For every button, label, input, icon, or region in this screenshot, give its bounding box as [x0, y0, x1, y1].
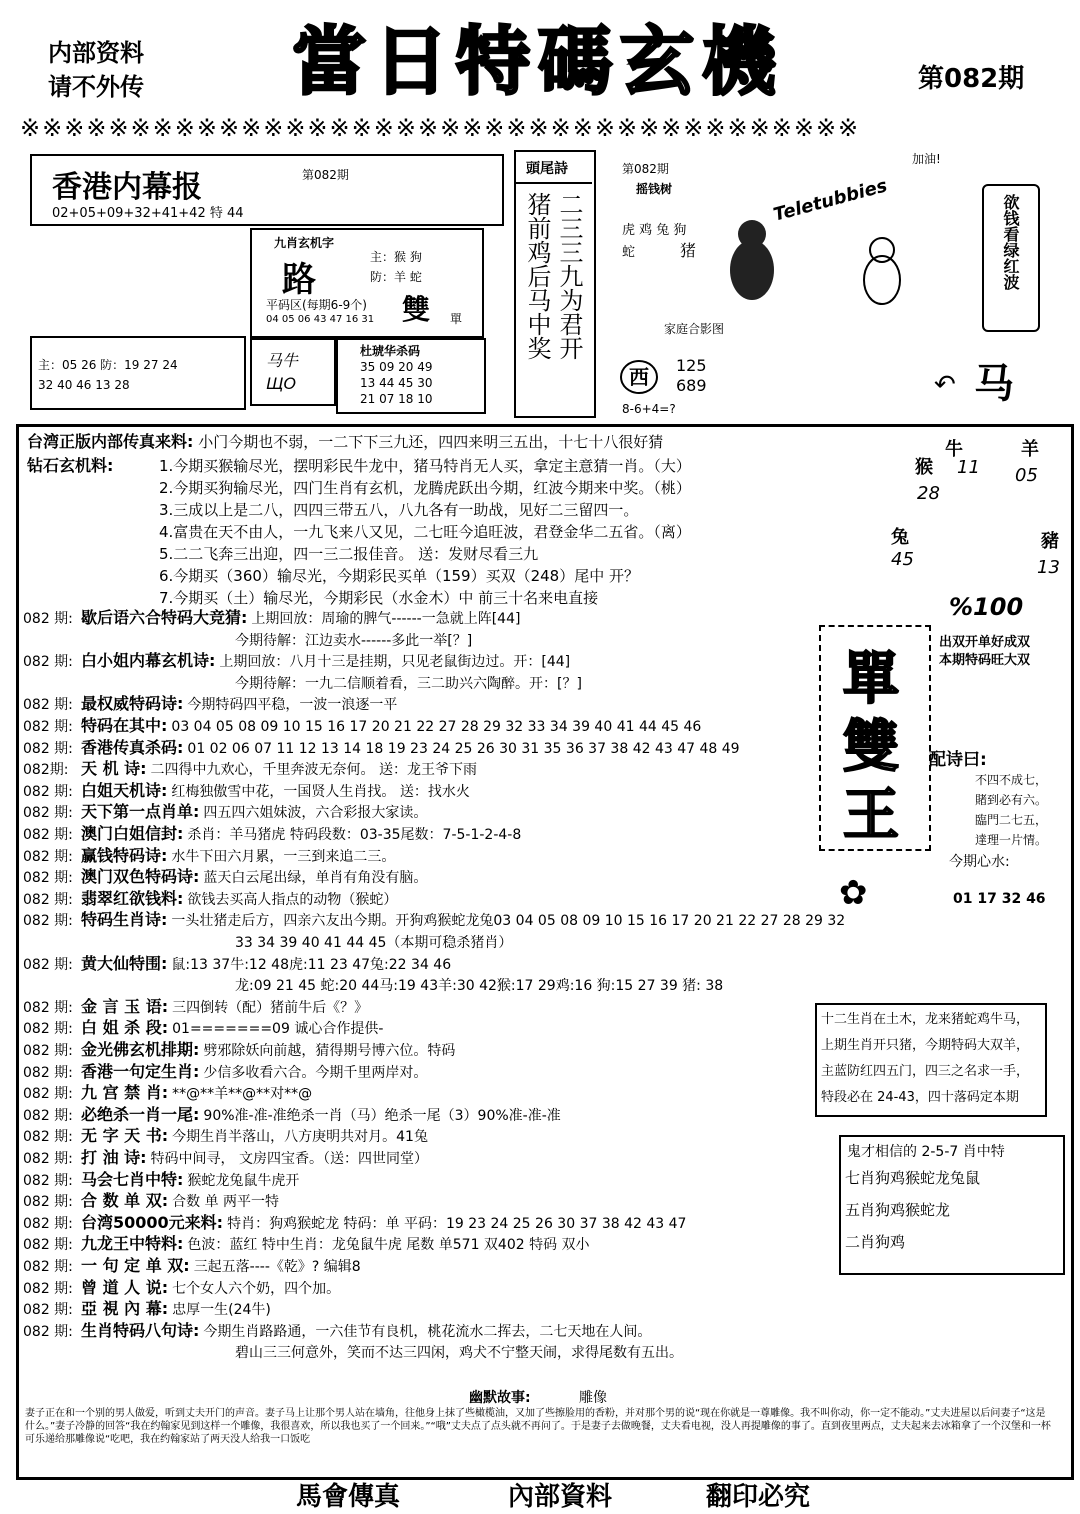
- intro-src2-label: 钻石玄机料:: [27, 456, 114, 475]
- row-period: 082 期:: [23, 913, 73, 930]
- row-value: 色波：蓝红 特中生肖：龙兔鼠牛虎 尾数 单571 双402 特码 双小: [187, 1237, 590, 1254]
- zodiac-text-box: 十二生肖在土木，龙来猪蛇鸡牛马，上期生肖开只猪，今期特码大双羊，主蓝防红四五门，四三之名求一手，特段必在 24-43，四十落码定本期: [815, 1003, 1047, 1117]
- left-bottom-panel: [30, 336, 246, 410]
- prediction-row: [23, 758, 477, 780]
- prediction-row: [23, 888, 397, 910]
- footer-a: 馬會傳真: [296, 1482, 401, 1512]
- row-period: 082 期:: [23, 697, 73, 714]
- row-period: 082 期:: [23, 1194, 73, 1211]
- row-value: 特码中间寻， 文房四宝香。（送：四世同堂）: [150, 1151, 428, 1167]
- row-label: 无 字 天 书:: [81, 1126, 169, 1146]
- prediction-row: [23, 1061, 427, 1083]
- row-label: 九 宫 禁 肖:: [81, 1083, 169, 1103]
- row-label: 亞 視 內 幕:: [81, 1299, 169, 1319]
- row-value: 二四得中九欢心，千里奔波无奈何。 送：龙王爷下雨: [150, 762, 477, 779]
- row-label: 生肖特码八句诗:: [81, 1320, 200, 1340]
- odd-even-2: 本期特码旺大双: [939, 653, 1031, 668]
- main-content: [16, 424, 1074, 1480]
- footer-c: 翻印必究: [706, 1482, 811, 1512]
- footer-b: 內部資料: [508, 1482, 613, 1512]
- star-divider: ※※※※※※※※※※※※※※※※※※※※※※※※※※※※※※※※※※※※※※: [20, 114, 861, 142]
- row-label: 一 句 定 单 双:: [81, 1256, 190, 1275]
- prediction-row: [23, 1233, 590, 1255]
- prediction-row: [23, 1147, 428, 1169]
- row-value: 四五四六姐妹波，六合彩报大家读。: [203, 805, 428, 822]
- poem-box: [514, 150, 596, 418]
- humor-subtitle: 雕像: [579, 1390, 607, 1406]
- internal-note-line2: 请不外传: [48, 73, 144, 101]
- row-value: 劈邪除妖向前越，猜得期号博六位。特码: [203, 1043, 456, 1059]
- row-label: 特码在其中:: [81, 716, 168, 735]
- row-value: 上期回放：周瑜的脾气------一急就上阵[44]: [251, 611, 521, 627]
- row-label: 赢钱特码诗:: [81, 845, 168, 865]
- row-value: 今期待解：江边卖水------多此一举[？]: [235, 632, 473, 649]
- row-value: 90%准-准-准绝杀一肖（马）绝杀一尾（3）90%准-准-准: [203, 1107, 561, 1124]
- arrow-icon: ↶: [934, 370, 956, 400]
- row-value: 今期生肖半落山，八方庚明共对月。41兔: [172, 1129, 428, 1146]
- intro-line: 2.今期买狗输尽光，四门生肖有玄机，龙腾虎跃出今期，红波今期来中奖。（桃）: [159, 479, 691, 497]
- row-value: 一头壮猪走后方，四亲六友出今期。开狗鸡猴蛇龙兔03 04 05 08 09 10 15 16 17 20 21 22 27 28 29 32: [171, 913, 846, 930]
- cheer-text: 加油!: [912, 152, 941, 166]
- prediction-row: [23, 737, 740, 759]
- row-period: 082 期:: [23, 1043, 73, 1059]
- row-value: 三起五落----《乾》? 编辑8: [193, 1259, 361, 1275]
- cartoon-area: [612, 150, 952, 340]
- row-value: 杀肖：羊马猪虎 特码段数：03-35尾数：7-5-1-2-4-8: [187, 827, 522, 843]
- flower-icon: ✿: [839, 873, 868, 913]
- row-label: 最权威特码诗:: [81, 694, 184, 714]
- prediction-row: [23, 1039, 455, 1061]
- teletubbies-figures: [712, 210, 932, 320]
- humor-text: 妻子正在和一个别的男人做爱，听到丈夫开门的声音。妻子马上让那个男人站在墙角，往他身上抹了些橄榄油，又加了些擦脸用的香粉，并对那个男的说“现在你就是一尊雕像。我不叫你动，你一定不能动。”丈夫进屋以后问妻子“这是什么。”妻子冷静的回答“我在约翰家见到这样一个雕像，我很喜欢，所以我也买了一个回来。”“哦”丈夫点了点头就不再问了。于是妻子去做晚餐，丈夫看电视，没人再提雕像的事了。直到夜里两点，丈夫起来去冰箱拿了一个汉堡和一杯可乐递给那雕像说“吃吧，我在约翰家站了两天没人给我一口饭吃: [25, 1408, 1051, 1445]
- row-label: 必绝杀一肖一尾:: [81, 1104, 200, 1124]
- humor-title: 幽默故事:: [469, 1390, 531, 1406]
- row-period: 082 期:: [23, 783, 73, 800]
- row-label: 金 言 玉 语:: [81, 996, 169, 1016]
- heart-label: 今期心水:: [949, 854, 1010, 870]
- big-char-2: 雙: [843, 714, 899, 780]
- row-value: 蓝天白云尾出绿，单肖有角没有脑。: [203, 870, 428, 887]
- newspaper-title: 香港内幕报: [52, 170, 202, 205]
- equation: 8-6+4=?: [622, 402, 676, 416]
- ghost-line-1: 七肖狗鸡猴蛇龙兔鼠: [845, 1169, 981, 1187]
- poem-col2: 猪前鸡后马中奖: [523, 192, 551, 360]
- row-value: 猴蛇龙兔鼠牛虎开: [187, 1172, 300, 1189]
- row-value: 01 02 06 07 11 12 13 14 18 19 23 24 25 26 30 31 35 36 37 38 42 43 47 48 49: [187, 740, 740, 757]
- poem-col1: 二三三九为君开: [555, 192, 583, 360]
- xi-nums-2: 689: [676, 376, 707, 395]
- row-label: 天 机 诗:: [81, 759, 147, 779]
- intro-line: 7.今期买（土）输尽光，今期彩民（水金木）中 前三十名来电直接: [159, 589, 599, 607]
- kill-box: [336, 338, 486, 414]
- intro-line: 3.三成以上是二八，四四三带五八，八九各有一助战，见好二三留四一。: [159, 501, 639, 519]
- internal-note: [48, 36, 144, 104]
- row-value: 龙:09 21 45 蛇:20 44马:19 43羊:30 42猴:17 29鸡:16 狗:15 27 39 猪: 38: [235, 978, 724, 995]
- prediction-row: [23, 866, 427, 888]
- row-label: 白 姐 杀 段:: [81, 1018, 169, 1038]
- row-period: 082 期:: [23, 1107, 73, 1124]
- row-period: 082 期:: [23, 719, 73, 735]
- newspaper-issue: 第082期: [302, 168, 349, 182]
- row-period: 082 期:: [23, 827, 73, 843]
- ghost-box: [839, 1135, 1065, 1275]
- row-value: 上期回放：八月十三是挂期，只见老鼠街边过。开：[44]: [219, 654, 571, 671]
- left-bottom-a: 主：05 26 防：19 27 24: [38, 358, 178, 372]
- intro-line: 5.二二飞奔三出迎，四一三二报佳音。 送：发财尽看三九: [159, 545, 539, 563]
- kill-title: 杜琥华杀码: [360, 344, 421, 358]
- internal-note-line1: 内部资料: [48, 39, 144, 67]
- row-label: 九龙王中特料:: [81, 1234, 184, 1254]
- intro-src2: [27, 455, 113, 477]
- row-value: 今期特码四平稳，一波一浪逐一平: [187, 697, 398, 714]
- row-period: 082 期:: [23, 891, 73, 908]
- prediction-row: [23, 1104, 561, 1126]
- row-period: 082 期:: [23, 1215, 73, 1232]
- left-bottom-b: 32 40 46 13 28: [38, 378, 130, 392]
- prediction-row: [23, 780, 470, 802]
- row-value: 少信多收看六合。今期千里两岸对。: [203, 1064, 428, 1081]
- shuang-note: 單: [450, 312, 463, 326]
- poem-divider: [516, 182, 592, 184]
- row-label: 金光佛玄机排期:: [81, 1040, 200, 1059]
- row-value: 鼠:13 37牛:12 48虎:11 23 47兔:22 34 46: [171, 956, 452, 973]
- row-label: 黄大仙特围:: [81, 953, 168, 973]
- road-nums: 04 05 06 43 47 16 31: [266, 314, 375, 325]
- zodiac-main: 主：猴 狗: [370, 250, 422, 264]
- percent-100: %100: [949, 593, 1024, 621]
- row-period: 082 期:: [23, 805, 73, 822]
- row-period: 082 期:: [23, 1086, 73, 1103]
- prediction-row: [23, 909, 845, 931]
- prediction-row: [23, 629, 472, 651]
- prediction-row: [23, 1320, 651, 1342]
- xi-nums-1: 125: [676, 356, 707, 375]
- cartoon-bottom: 家庭合影图: [664, 322, 725, 336]
- row-period: 082 期:: [23, 1259, 73, 1275]
- row-value: 特肖：狗鸡猴蛇龙 特码：单 平码：19 23 24 25 26 30 37 38 42 43 47: [227, 1215, 687, 1232]
- row-label: 歇后语六合特码大竞猜:: [81, 608, 248, 627]
- num-11: 11: [957, 457, 980, 478]
- newspaper-clip: [30, 154, 504, 226]
- row-period: 082 期:: [23, 999, 73, 1016]
- row-label: 香港一句定生肖:: [81, 1061, 200, 1081]
- row-label: 白姐天机诗:: [81, 780, 168, 800]
- kill-row: 35 09 20 49: [360, 360, 433, 374]
- row-value: 今期待解：一九二信顺着看，三二助兴六陶醉。开：[？]: [235, 675, 582, 692]
- side-scroll: [982, 184, 1040, 332]
- heart-nums: 01 17 32 46: [953, 891, 1046, 907]
- zodiac-guard: 防：羊 蛇: [370, 270, 422, 284]
- prediction-row: [23, 1190, 279, 1212]
- intro-src1-label: 台湾正版内部传真来料:: [27, 432, 194, 451]
- prediction-row: [23, 1169, 299, 1191]
- prediction-row: [23, 1017, 383, 1039]
- handwrite-box: [250, 338, 336, 406]
- prediction-row: [23, 801, 427, 823]
- prediction-row: [23, 953, 451, 975]
- intro-src1: [27, 431, 663, 453]
- prediction-row: [23, 1255, 361, 1277]
- row-value: 三四倒转（配）猪前牛后《？》: [172, 999, 369, 1016]
- row-value: 水牛下田六月累，一三到来追二三。: [171, 848, 396, 865]
- ghost-line-2: 五肖狗鸡猴蛇龙: [845, 1201, 951, 1219]
- row-period: 082 期:: [23, 1064, 73, 1081]
- ghost-line-3: 二肖狗鸡: [845, 1233, 906, 1251]
- row-label: 香港传真杀码:: [81, 737, 184, 757]
- prediction-row: [23, 693, 397, 715]
- handwrite-1: 马牛: [266, 351, 299, 370]
- row-period: 082 期:: [23, 1237, 73, 1254]
- road-char: 路: [282, 260, 316, 300]
- road-sub: 平码区(每期6-9个): [266, 298, 367, 312]
- prediction-row: [23, 996, 368, 1018]
- row-period: 082 期:: [23, 1129, 73, 1146]
- intro-line: 6.今期买（360）输尽光，今期彩民买单（159）买双（248）尾中 开？: [159, 567, 639, 585]
- pei-title: 配诗曰:: [929, 750, 987, 770]
- row-label: 合 数 单 双:: [81, 1191, 169, 1211]
- prediction-row: [23, 974, 723, 996]
- prediction-row: [23, 607, 520, 629]
- row-label: 天下第一点肖单:: [81, 802, 200, 822]
- num-13: 13: [1037, 557, 1060, 578]
- ghost-title: 鬼才相信的 2-5-7 肖中特: [847, 1144, 1005, 1160]
- row-label: 白小姐内幕玄机诗:: [81, 651, 216, 671]
- prediction-row: [23, 650, 570, 672]
- row-period: 082 期:: [23, 654, 73, 671]
- horse-char: 马: [974, 360, 1014, 407]
- row-label: 翡翠红欲钱料:: [81, 888, 184, 908]
- row-label: 打 油 诗:: [81, 1148, 147, 1167]
- pei-line: 臨門二七五，: [975, 813, 1048, 827]
- cartoon-pig: 猪: [680, 241, 697, 260]
- newspaper-numbers: 02+05+09+32+41+42 特 44: [52, 206, 244, 221]
- row-value: 合数 单 两平一特: [172, 1194, 280, 1211]
- poem-header: 頭尾詩: [526, 161, 568, 177]
- prediction-row: [23, 823, 521, 845]
- row-period: 082 期:: [23, 611, 73, 627]
- row-value: 01=======09 诚心合作提供-: [172, 1021, 384, 1038]
- row-period: 082 期:: [23, 1172, 73, 1189]
- row-value: 03 04 05 08 09 10 15 16 17 20 21 22 27 28 29 32 33 34 39 40 41 44 45 46: [171, 719, 702, 735]
- row-period: 082 期:: [23, 956, 73, 973]
- row-value: 33 34 39 40 41 44 45（本期可稳杀猪肖）: [235, 935, 513, 951]
- zodiac-monkey: 猴: [915, 457, 933, 478]
- row-period: 082 期:: [23, 1323, 73, 1340]
- zodiac-pig: 豬: [1041, 531, 1059, 552]
- pei-line: 不四不成七，: [975, 773, 1048, 787]
- row-label: 台湾50000元来料:: [81, 1212, 224, 1232]
- row-period: 082 期:: [23, 740, 73, 757]
- big-char-3: 王: [843, 782, 899, 848]
- side-scroll-text: 欲钱看绿红波: [1001, 194, 1020, 290]
- handwrite-2: ЩО: [266, 374, 297, 393]
- prediction-row: [23, 1341, 683, 1363]
- row-label: 马会七肖中特:: [81, 1169, 184, 1189]
- prediction-row: [23, 1212, 686, 1234]
- cartoon-chars: 虎 鸡 兔 狗 蛇: [622, 223, 687, 260]
- prediction-row: [23, 672, 582, 694]
- num-05: 05: [1015, 465, 1038, 486]
- num-28: 28: [917, 483, 940, 504]
- odd-even-1: 出双开单好成双: [939, 635, 1031, 650]
- num-45: 45: [891, 549, 914, 570]
- prediction-row: [23, 931, 512, 953]
- row-value: 碧山三三何意外，笑而不达三四闲，鸡犬不宁整天闹，求得尾数有五出。: [235, 1345, 683, 1362]
- row-label: 曾 道 人 说:: [81, 1277, 169, 1297]
- row-period: 082期:: [23, 762, 69, 779]
- row-period: 082 期:: [23, 1302, 73, 1319]
- intro-line: 1.今期买猴输尽光，摆明彩民牛龙中，猪马特肖无人买，拿定主意猜一肖。（大）: [159, 457, 691, 475]
- kill-row: 13 44 45 30: [360, 376, 433, 390]
- row-label: 特码生肖诗:: [81, 910, 168, 930]
- row-period: 082 期:: [23, 1151, 73, 1167]
- xi-char: 西: [620, 360, 658, 394]
- prediction-row: [23, 845, 395, 867]
- prediction-row: [23, 715, 701, 737]
- zodiac-ox: 牛: [945, 439, 963, 460]
- row-value: 欲钱去买高人指点的动物（猴蛇）: [187, 891, 398, 908]
- pei-line: 賭到必有六。: [975, 793, 1048, 807]
- big-char-1: 單: [843, 646, 899, 712]
- cartoon-label: 第082期: [622, 162, 669, 176]
- page-title: 當日特碼玄機: [292, 19, 784, 105]
- issue-number: 第082期: [918, 64, 1025, 94]
- row-period: 082 期:: [23, 1021, 73, 1038]
- shuang-char: 雙: [402, 293, 431, 326]
- row-period: 082 期:: [23, 870, 73, 887]
- cartoon-tree: 摇钱树: [636, 182, 673, 196]
- row-value: 七个女人六个奶，四个加。: [172, 1280, 341, 1297]
- intro-src1-text: 小门今期也不弱，一二下下三九还，四四来明三五出，十七十八很好猜: [198, 433, 664, 451]
- teletubbies-logo: Teletubbies: [771, 175, 890, 226]
- intro-line: 4.富贵在天不由人，一九飞来八又见，二七旺今追旺波，君登金华二五省。（离）: [159, 523, 691, 541]
- pei-line: 達理一片情。: [975, 833, 1048, 847]
- kill-row: 21 07 18 10: [360, 392, 433, 406]
- prediction-row: [23, 1277, 340, 1299]
- prediction-row: [23, 1082, 312, 1104]
- single-double-king: [819, 625, 931, 851]
- row-label: 澳门白姐信封:: [81, 824, 184, 843]
- prediction-row: [23, 1125, 428, 1147]
- row-value: 忠厚一生(24牛): [172, 1302, 271, 1319]
- row-value: 今期生肖路路通，一六佳节有良机，桃花流水二挥去，二七天地在人间。: [203, 1323, 652, 1340]
- row-period: 082 期:: [23, 1280, 73, 1297]
- road-panel: [250, 228, 484, 338]
- zodiac-rabbit: 兔: [891, 527, 909, 548]
- road-title: 九肖玄机字: [274, 236, 335, 250]
- row-value: **@**羊**@**对**@: [172, 1086, 313, 1103]
- row-period: 082 期:: [23, 848, 73, 865]
- row-value: 红梅独傲雪中花，一国贤人生肖找。 送：找水火: [171, 783, 470, 800]
- zodiac-goat: 羊: [1021, 439, 1039, 460]
- prediction-row: [23, 1298, 271, 1320]
- row-label: 澳门双色特码诗:: [81, 867, 200, 887]
